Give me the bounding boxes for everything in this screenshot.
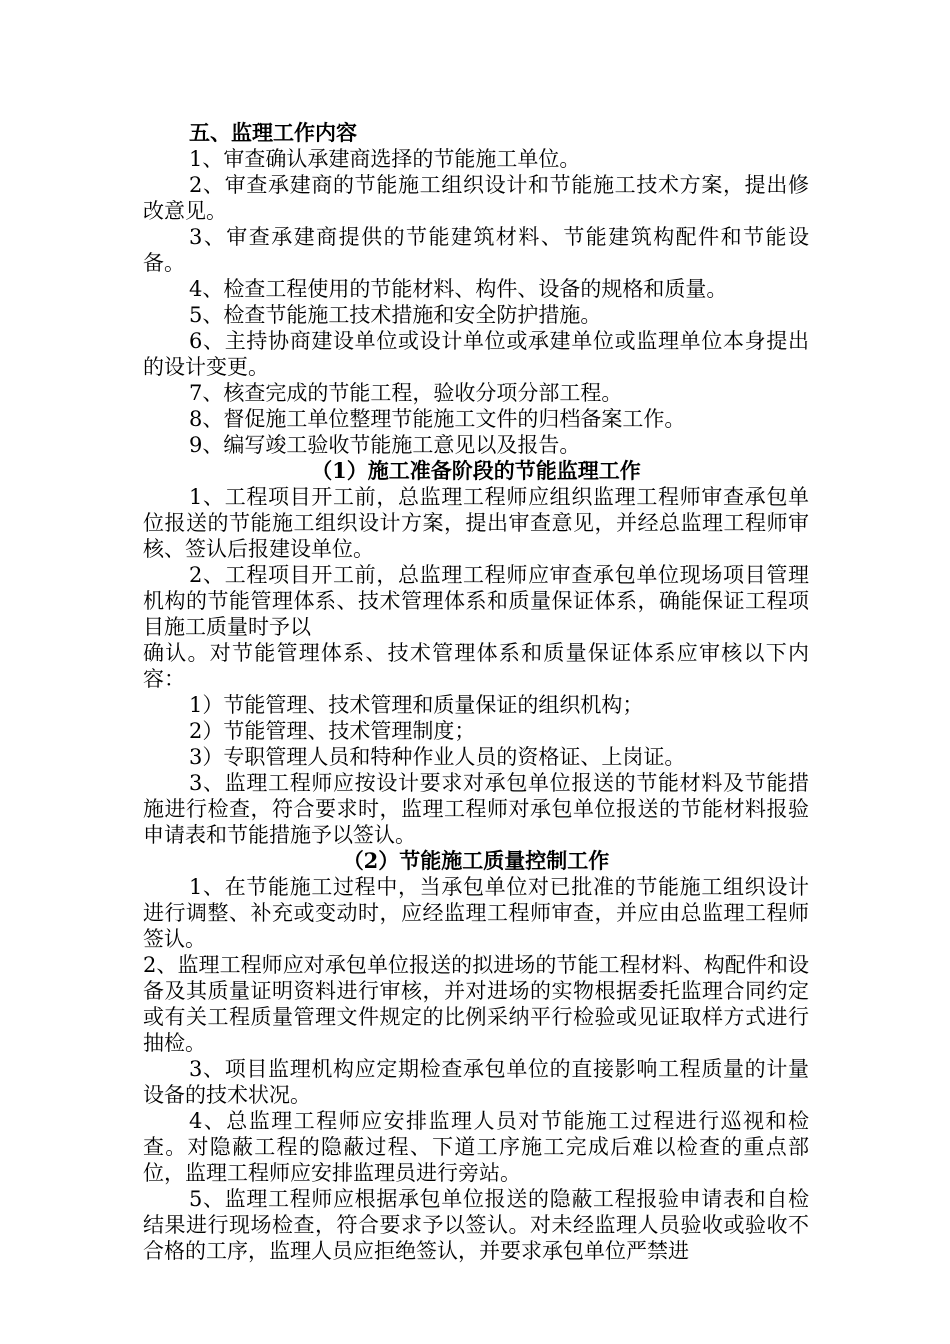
document-page: [143, 120, 809, 1264]
subsection-title-quality-control: （2）节能施工质量控制工作: [342, 848, 610, 873]
list-item: 3、审查承建商提供的节能建筑材料、节能建筑构配件和节能设备。: [143, 225, 809, 275]
list-item: 2）节能管理、技术管理制度；: [189, 719, 476, 743]
list-item: 4、检查工程使用的节能材料、构件、设备的规格和质量。: [189, 277, 728, 301]
list-item: 7、核查完成的节能工程，验收分项分部工程。: [189, 381, 623, 405]
paragraph: 3、监理工程师应按设计要求对承包单位报送的节能材料及节能措施进行检查，符合要求时，监理工程师对承包单位报送的节能材料报验申请表和节能措施予以签认。: [143, 771, 809, 847]
paragraph: 1、在节能施工过程中，当承包单位对已批准的节能施工组织设计进行调整、补充或变动时，应经监理工程师审查，并应由总监理工程师签认。: [143, 875, 809, 951]
list-item: 9、编写竣工验收节能施工意见以及报告。: [189, 433, 581, 457]
list-item: 2、审查承建商的节能施工组织设计和节能施工技术方案，提出修改意见。: [143, 173, 809, 223]
paragraph: 确认。对节能管理体系、技术管理体系和质量保证体系应审核以下内容：: [143, 641, 809, 691]
list-item: 3）专职管理人员和特种作业人员的资格证、上岗证。: [189, 745, 686, 769]
paragraph: 2、监理工程师应对承包单位报送的拟进场的节能工程材料、构配件和设备及其质量证明资料进行审核，并对进场的实物根据委托监理合同约定或有关工程质量管理文件规定的比例采纳平行检验或见证取样方式进行抽检。: [143, 953, 809, 1055]
paragraph: 1、工程项目开工前，总监理工程师应组织监理工程师审查承包单位报送的节能施工组织设计方案，提出审查意见，并经总监理工程师审核、签认后报建设单位。: [143, 485, 809, 561]
list-item: 1、审查确认承建商选择的节能施工单位。: [189, 147, 581, 171]
list-item: 6、主持协商建设单位或设计单位或承建单位或监理单位本身提出的设计变更。: [143, 329, 809, 379]
paragraph: 4、总监理工程师应安排监理人员对节能施工过程进行巡视和检查。对隐蔽工程的隐蔽过程、下道工序施工完成后难以检查的重点部位，监理工程师应安排监理员进行旁站。: [143, 1109, 809, 1185]
paragraph: 2、工程项目开工前，总监理工程师应审查承包单位现场项目管理机构的节能管理体系、技术管理体系和质量保证体系，确能保证工程项目施工质量时予以: [143, 563, 809, 639]
list-item: 8、督促施工单位整理节能施工文件的归档备案工作。: [189, 407, 686, 431]
list-item: 1）节能管理、技术管理和质量保证的组织机构；: [189, 693, 644, 717]
list-item: 5、检查节能施工技术措施和安全防护措施。: [189, 303, 602, 327]
paragraph: 3、项目监理机构应定期检查承包单位的直接影响工程质量的计量设备的技术状况。: [143, 1057, 809, 1107]
paragraph: 5、监理工程师应根据承包单位报送的隐蔽工程报验申请表和自检结果进行现场检查，符合要求予以签认。对未经监理人员验收或验收不合格的工序，监理人员应拒绝签认，并要求承包单位严禁进: [143, 1187, 809, 1263]
section-title: 五、监理工作内容: [189, 120, 357, 145]
subsection-title-preparation: （1）施工准备阶段的节能监理工作: [311, 458, 641, 483]
